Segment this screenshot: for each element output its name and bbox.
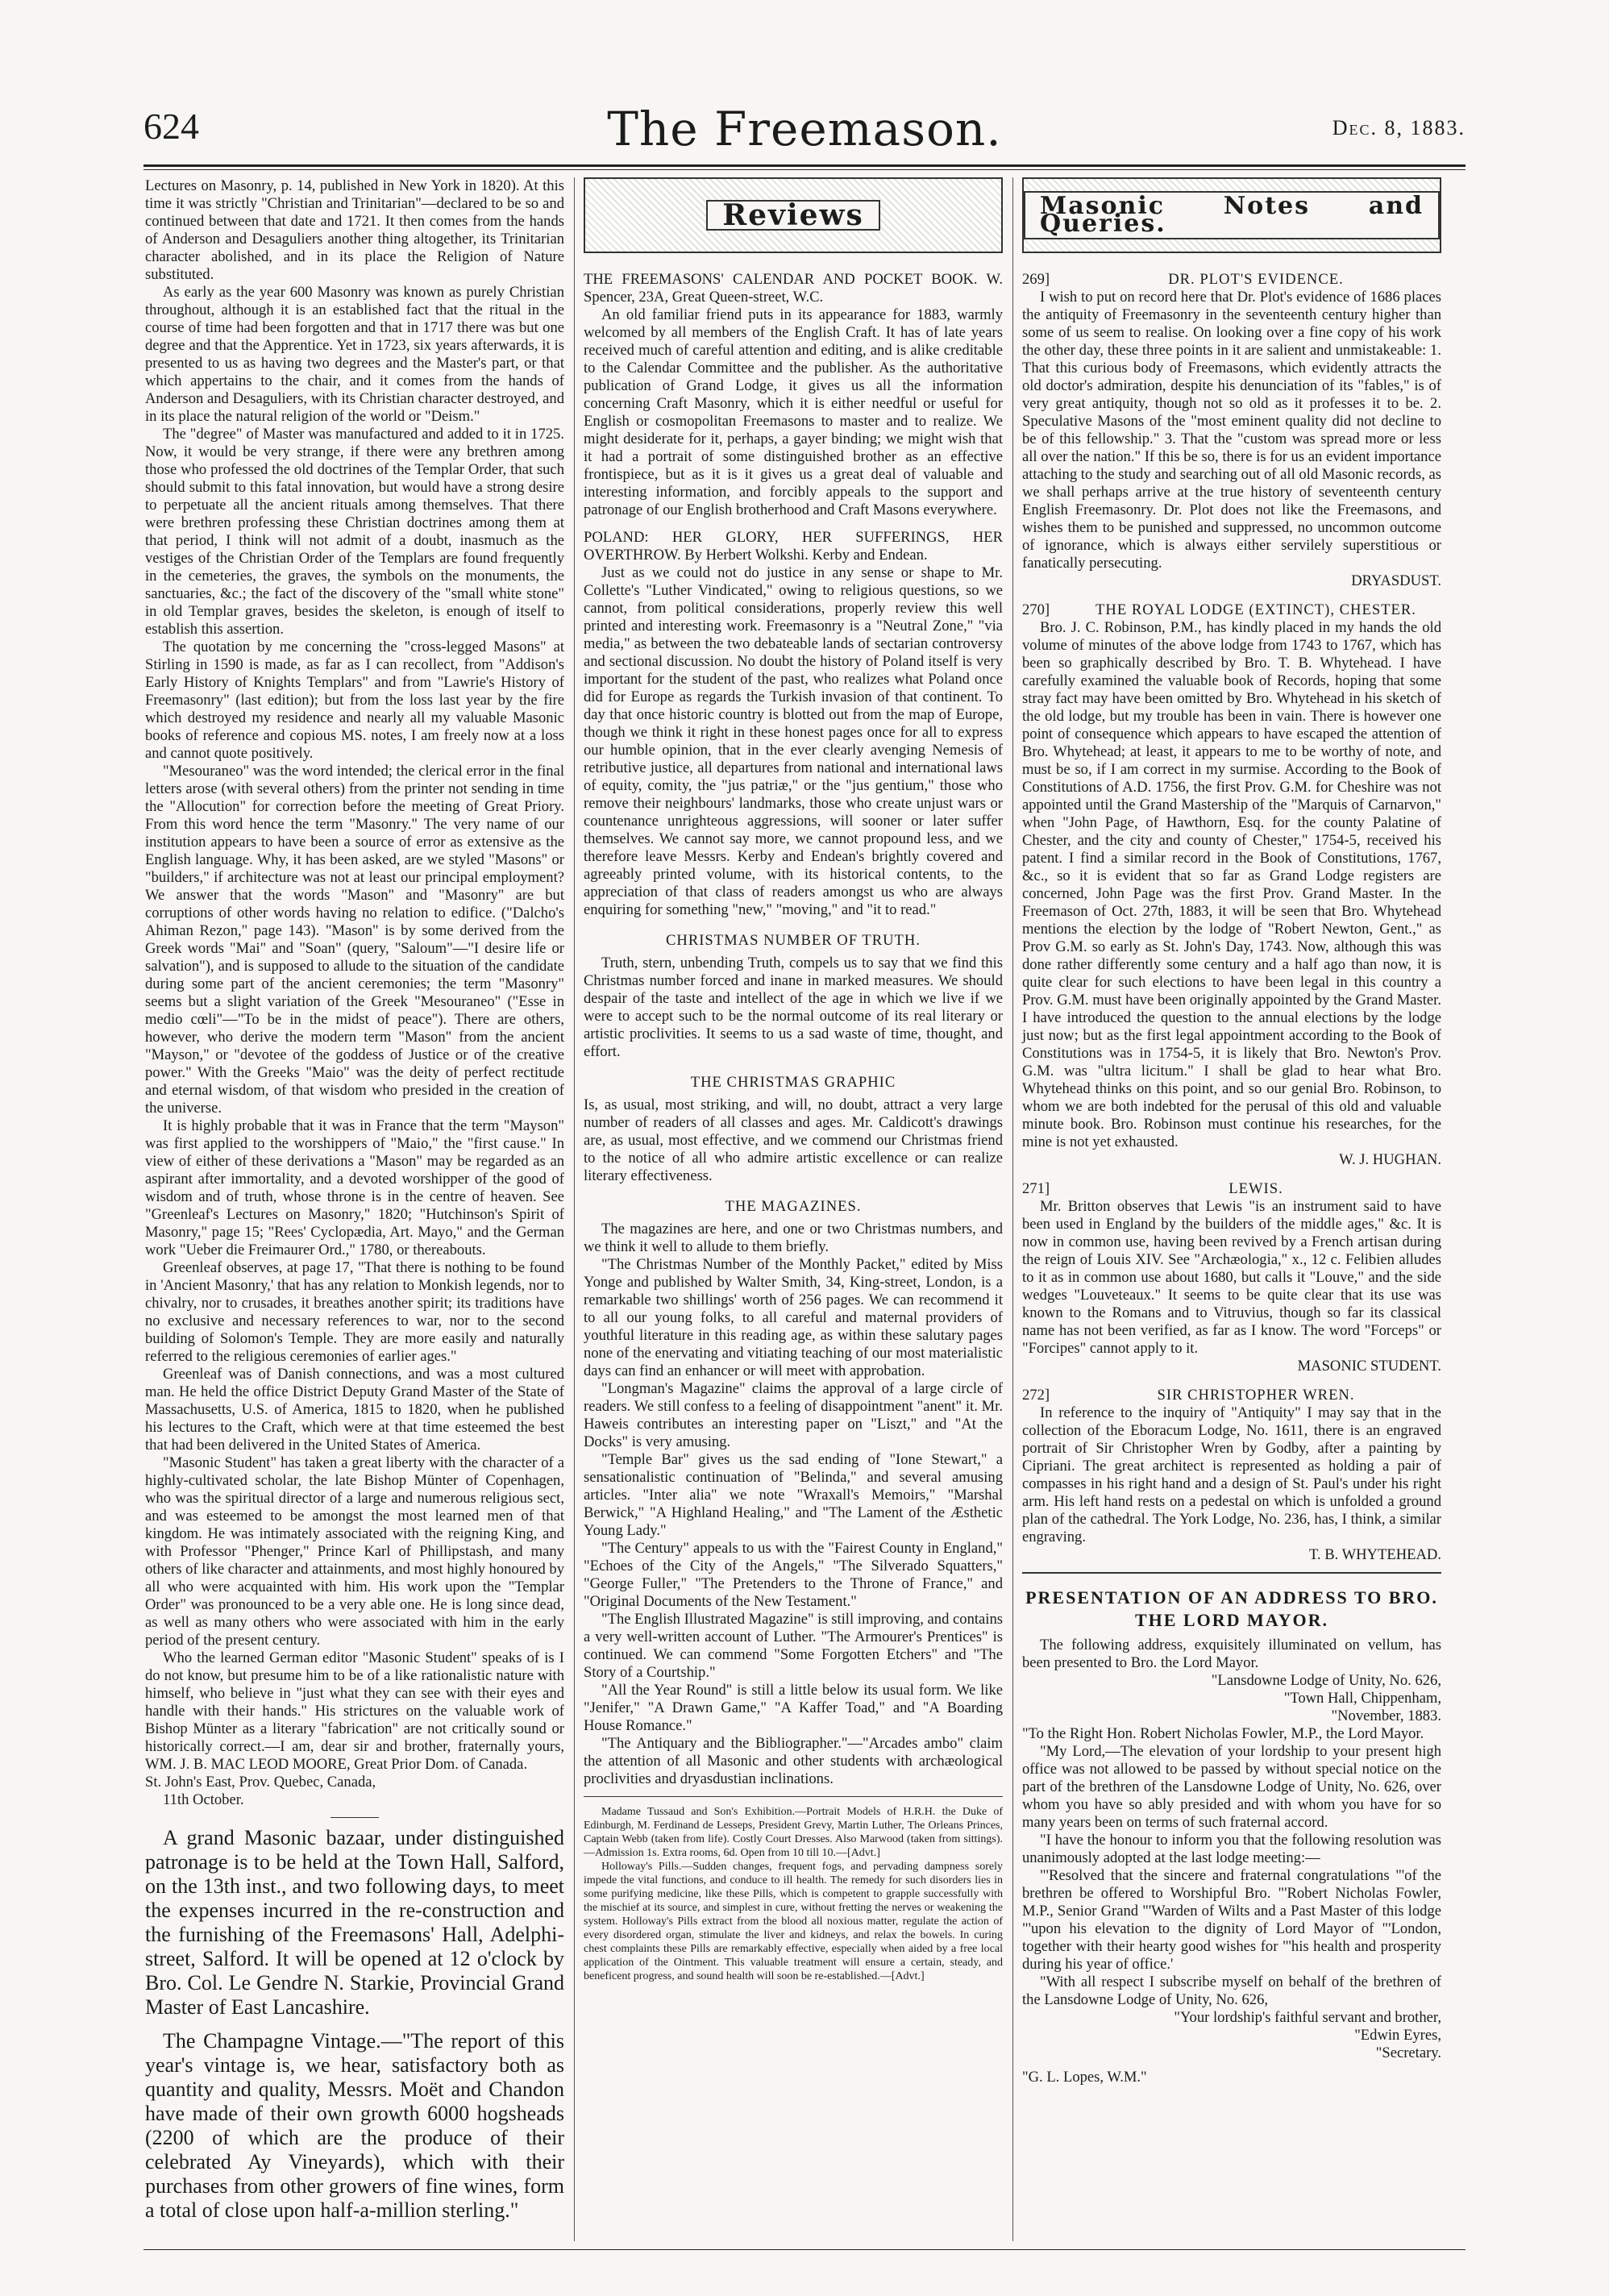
query-title: LEWIS.: [1229, 1180, 1283, 1197]
address-line: "G. L. Lopes, W.M.": [1022, 2069, 1147, 2086]
review-title-calendar: THE FREEMASONS' CALENDAR AND POCKET BOOK. W. Spencer, 23A, Great Queen-street, W.C.: [584, 271, 1003, 306]
review-text-truth: Truth, stern, unbending Truth, compels us to say that we find this Christmas number forced and inane in marked measures. We should despair of the taste and intellect of the age in which we live if we were to accept such to be the normal outcome of its real literary or artistic proclivities. It seems to us a sad waste of time, thought, and effort.: [584, 955, 1003, 1060]
bazaar-notice: A grand Masonic bazaar, under distinguished patronage is to be held at the Town Hall, Salford, on the 13th inst., and two following days, to meet the expenses incurred in the re-construction and the furnishing of the Freemasons' Hall, Adelphi-street, Salford. It will be opened at 12 o'clock by Bro. Col. Le Gendre N. Starkie, Provincial Grand Master of East Lancashire.: [145, 1826, 564, 2019]
query-title: THE ROYAL LODGE (EXTINCT), CHESTER.: [1096, 601, 1416, 618]
advert-holloway: Holloway's Pills.—Sudden changes, frequent fogs, and pervading dampness sorely impede the vital functions, and conduce to ill health. The remedy for such disorders lies in some purifying medicine, like these Pills, which is competent to grapple successfully with the mischief at its source, and simplest in cure, without fretting the nerves or weakening the system. Holloway's Pills extract from the blood all noxious matter, regulate the action of every disordered organ, stimulate the liver and kidneys, and relax the bowels. In curing chest complaints these Pills are remarkably effective, especially when aided by a free local application of the Ointment. This valuable treatment will ensure a certain, steady, and beneficent progress, and sound health will soon be re-established.—[Advt.]: [584, 1861, 1003, 1982]
address-line: "November, 1883.: [1331, 1707, 1441, 1724]
reviews-banner: [584, 177, 1003, 253]
header-rule-thin: [143, 169, 1466, 170]
column-rule-2: [1012, 177, 1013, 2241]
magazines-heading: THE MAGAZINES.: [725, 1198, 862, 1215]
address-line: "Your lordship's faithful servant and brother,: [1174, 2009, 1441, 2026]
header-rule: [143, 164, 1466, 167]
query-signature: W. J. HUGHAN.: [1339, 1151, 1441, 1168]
address-line: "I have the honour to inform you that the following resolution was unanimously adopted at the last lodge meeting:—: [1022, 1832, 1441, 1866]
review-text-calendar: An old familiar friend puts in its appearance for 1883, warmly welcomed by all members of the English Craft. It has of late years received much of careful attention and editing, and is alike creditable to the Calendar Committee and the publisher. As the authoritative publication of Grand Lodge, it gives us all the information concerning Craft Masonry, which it is either needful or useful for English or cosmopolitan Freemasons to master and to realize. We might desiderate for it, perhaps, a gayer binding; we might wish that it had a portrait of some distinguished brother as an effective frontispiece, but as it is it gives us a great deal of valuable and interesting information, and forcibly appeals to the support and patronage of our English brotherhood and Craft Masons everywhere.: [584, 306, 1003, 518]
address-line: "My Lord,—The elevation of your lordship to your present high office was not allowed to be passed by without special notice on the part of the brethren of the Lansdowne Lodge of Unity, No. 626, over whom you have so ably presided and with whom you have for so many years been on terms of such fraternal accord.: [1022, 1743, 1441, 1831]
address-line: "To the Right Hon. Robert Nicholas Fowler, M.P., the Lord Mayor.: [1022, 1725, 1424, 1742]
review-title-poland: POLAND: HER GLORY, HER SUFFERINGS, HER OVERTHROW. By Herbert Wolkshi. Kerby and Endean.: [584, 529, 1003, 564]
magazine-paragraph: "The Antiquary and the Bibliographer."—"Arcades ambo" claim the attention of all Masonic and other students with archæological proclivities and dryasdustian inclinations.: [584, 1735, 1003, 1787]
article-paragraph: The quotation by me concerning the "cross-legged Masons" at Stirling in 1590 is made, as far as I can recollect, from "Addison's Early History of Knights Templars" and from "Lawrie's History of Freemasonry" (last edition); but from the loss last year by the fire which destroyed my residence and nearly all my valuable Masonic books of reference and copious MS. notes, I am freely now at a loss and cannot quote positively.: [145, 638, 564, 762]
article-paragraph: Lectures on Masonry, p. 14, published in New York in 1820). At this time it was strictly "Christian and Trinitarian"—declared to be so and continued between that date and 1721. It then comes from the hands of Anderson and Desaguliers another thing altogether, its Trinitarian character abolished, and in its place the Religion of Nature substituted.: [145, 177, 564, 283]
signature-date: 11th October.: [163, 1791, 244, 1808]
query-text: Bro. J. C. Robinson, P.M., has kindly placed in my hands the old volume of minutes of the above lodge from 1743 to 1767, which has been so graphically described by Bro. T. B. Whytehead. I have carefully examined the valuable book of Records, hoping that some stray fact may have been omitted by Bro. Whytehead in his sketch of the old lodge, but my trouble has been in vain. There is however one point of consequence which appears to have escaped the attention of Bro. Whytehead; at least, it appears to me to be worthy of note, and must be so, if I am correct in my surmise. According to the Book of Constitutions of A.D. 1756, the first Prov. G.M. for Cheshire was not appointed until the Grand Mastership of the "Marquis of Carnarvon," when "John Page, of Hawthorn, Esq. for the county Palatine of Chester, and the city and county of Chester," 1754-5, received his patent. I find a similar record in the Book of Constitutions, 1767, &c., so it is evident that so far as Grand Lodge registers are concerned, John Page was the first Prov. Grand Master. In the Freemason of Oct. 27th, 1883, it will be seen that Bro. Whytehead mentions the election by the lodge of "Robert Newton, Gent.," as Prov G.M. so early as St. John's Day, 1743. Now, although this was done rather differently some century and a half ago than now, it is quite clear for such elections to have been legal in this country a Prov. G.M. must have been originally appointed by the Grand Master. I have introduced the question to the annual elections by the lodge just now; but as the first legal appointment according to the Book of Constitutions was in 1754-5, it is likely that Bro. Newton's Prov. G.M. was "ultra licitum." I shall be glad to hear what Bro. Whytehead thinks on this point, and so our genial Bro. Robinson, to whom we are both indebted for the perusal of this old and valuable minute book. Bro. Robinson must continue his researches, for the mine is not yet exhausted.: [1022, 619, 1441, 1150]
article-paragraph: "Mesouraneo" was the word intended; the clerical error in the final letters arose (with several others) from the printer not sending in time the "Allocution" for correction before the meeting of Great Priory. From this word hence the term "Masonry." The very name of our institution appears to have been a source of error as extensive as the English language. Why, it has been asked, are we styled "Masons" or "builders," if architecture was not at least our principal employment? We answer that the words "Mason" and "Masonry" are but corruptions of other words having no relation to edifice. ("Dalcho's Ahiman Rezon," page 143). "Mason" is by some derived from the Greek words "Mai" and "Soan" (query, "Saloum"—"I desire life or salvation"), and is supposed to allude to the situation of the candidate during some part of the ancient ceremonies; the term "Masonry" seems but a slight variation of the Greek "Mesouraneo" ("Esse in medio cœli"—"To be in the midst of peace"). There are others, however, who derive the modern term "Mason" from the ancient "Mayson," or "devotee of the goddess of Justice or of the creative power." With the Greeks "Maio" was the deity of perfect rectitude and eternal wisdom, of that wisdom who presided in the creation of the universe.: [145, 763, 564, 1117]
query-number: 271]: [1022, 1180, 1050, 1197]
column-rule-1: [574, 177, 575, 2241]
address-line: "With all respect I subscribe myself on behalf of the brethren of the Lansdowne Lodge of Unity, No. 626,: [1022, 1974, 1441, 2008]
advert-tussaud: Madame Tussaud and Son's Exhibition.—Portrait Models of H.R.H. the Duke of Edinburgh, M. Ferdinand de Lesseps, President Grevy, Martin Luther, The Orleans Princes, Captain Webb (taken from life). Costly Court Dresses. Also Marwood (taken from sittings).—Admission 1s. Extra rooms, 6d. Open from 10 till 10.—[Advt.]: [584, 1806, 1003, 1859]
query-signature: DRYASDUST.: [1351, 572, 1441, 589]
article-paragraph: As early as the year 600 Masonry was known as purely Christian throughout, although it is an established fact that the ritual in the course of time had been forgotten and that in 1717 there was but one degree and that the Apprentice. Yet in 1723, six years afterwards, it is presented to us as having two degrees and the Master's part, or that which appertains to the chair, and it comes from the hands of Anderson and Desaguliers, with its Christian character destroyed, and in its place the natural religion of the world or "Deism.": [145, 284, 564, 425]
article-paragraph: Greenleaf observes, at page 17, "That there is nothing to be found in 'Ancient Masonry,' that has any relation to Monkish legends, nor to chivalry, nor to crusades, it breathes another spirit; its traditions have no exclusive and necessary references to war, nor to the second building of Solomon's Temple. They are more easily and naturally referred to the religious ceremonies of earlier ages.": [145, 1259, 564, 1365]
query-signature: T. B. WHYTEHEAD.: [1308, 1546, 1441, 1563]
presentation-intro: The following address, exquisitely illuminated on vellum, has been presented to Bro. the Lord Mayor.: [1022, 1637, 1441, 1671]
address-line: "'Resolved that the sincere and fraternal congratulations "'of the brethren be offered to Worshipful Bro. "'Robert Nicholas Fowler, M.P., Senior Grand "'Warden of Wilts and a Past Master of this lodge "'upon his elevation to the dignity of Lord Mayor of "'London, together with their hearty good wishes for "'his health and prosperity during his year of office.': [1022, 1867, 1441, 1973]
query-heading-270: [1022, 601, 1441, 619]
magazine-paragraph: "Longman's Magazine" claims the approval of a large circle of readers. We still confess to a feeling of disappointment "anent" it. Mr. Haweis contributes an interesting paper on "Liszt," and "At the Docks" is very amusing.: [584, 1380, 1003, 1450]
notes-queries-banner: [1022, 177, 1441, 253]
query-text: I wish to put on record here that Dr. Plot's evidence of 1686 places the antiquity of Freemasonry in the seventeenth century higher than some of us seem to realise. On looking over a fine copy of his work the other day, these three points in it are salient and unmistakeable: 1. That this curious body of Freemasons, which evidently attracts the old doctor's admiration, despite his denunciation of its "fables," is of very great antiquity, though not so old as it professes it to be. 2. Speculative Masons of the "most eminent quality did not decline to be of this fellowship." 3. That the "custom was spread more or less all over the nation." If this be so, there is for us an evident importance attaching to the study and searching out of all old Masonic records, as we shall perhaps arrive at the true history of seventeenth century English Freemasonry. Dr. Plot does not like the Freemasons, and wishes them to be punished and suppressed, no uncommon outcome of ignorance, which is always either servilely superstitious or fanatically persecuting.: [1022, 289, 1441, 572]
query-number: 270]: [1022, 601, 1050, 618]
signature-place: St. John's East, Prov. Quebec, Canada,: [145, 1774, 376, 1791]
reviews-banner-title: Reviews: [706, 200, 880, 231]
column-1: [145, 177, 564, 2223]
query-signature: MASONIC STUDENT.: [1297, 1358, 1441, 1375]
address-line: "Edwin Eyres,: [1354, 2027, 1441, 2044]
review-text-graphic: Is, as usual, most striking, and will, no doubt, attract a very large number of readers of all classes and ages. Mr. Caldicott's drawings are, as usual, most effective, and we commend our Christmas friend to the notice of all who admire artistic excellence or can realize literary effectiveness.: [584, 1096, 1003, 1184]
magazine-paragraph: "Temple Bar" gives us the sad ending of "Ione Stewart," a sensationalistic continuation of "Belinda," and several amusing articles. "Inter alia" we note "Wraxall's Memoirs," "Marshal Berwick," "A Highland Healing," and "The Lament of the Æsthetic Young Lady.": [584, 1451, 1003, 1539]
address-line: "Secretary.: [1375, 2044, 1441, 2061]
query-text: In reference to the inquiry of "Antiquity" I may say that in the collection of the Eboracum Lodge, No. 1611, there is an engraved portrait of Sir Christopher Wren by Godby, after a painting by Cipriani. The great architect is represented as holding a pair of compasses in his right hand and a design of St. Paul's under his right arm. His left hand rests on a pedestal on which is unfolded a ground plan of the cathedral. The York Lodge, No. 236, has, I think, a similar engraving.: [1022, 1404, 1441, 1545]
review-title-graphic: THE CHRISTMAS GRAPHIC: [690, 1074, 896, 1091]
magazine-paragraph: "The Century" appeals to us with the "Fairest County in England," "Echoes of the City of the Angels," "The Silverado Squatters," "George Fuller," "The Pretenders to the Throne of France," and "Original Documents of the New Testament.": [584, 1540, 1003, 1610]
magazine-paragraph: "The English Illustrated Magazine" is still improving, and contains a very well-written account of Luther. "The Armourer's Prentices" is continued. We can commend "Some Forgotten Etchers" and "The Story of a Courtship.": [584, 1611, 1004, 1681]
notes-queries-banner-title: Masonic Notes and Queries.: [1024, 191, 1440, 239]
issue-date: Dec. 8, 1883.: [1332, 116, 1466, 139]
magazine-paragraph: "The Christmas Number of the Monthly Packet," edited by Miss Yonge and published by Walter Smith, 34, King-street, London, is a remarkable two shillings' worth of 256 pages. We can recommend it to all our young folks, to all careful and maternal providers of youthful literature in this reading age, as within these salutary pages none of the enervating and vitiating teaching of our most materialistic days can find an enhancer or will meet with approbation.: [584, 1256, 1003, 1379]
article-paragraph: "Masonic Student" has taken a great liberty with the character of a highly-cultivated scholar, the late Bishop Münter of Copenhagen, who was the spiritual director of a large and numerous religious sect, and was esteemed to be amongst the most learned men of that kingdom. He was intimately associated with the reigning King, and with Professor "Phenger," Prince Karl of Phillipstash, and many others of like character and attainments, and most highly honoured by all who were acquainted with him. His work upon the "Templar Order" was pronounced to be a very able one. He is long since dead, as well as many others who were associated with him in the early period of the present century.: [145, 1454, 564, 1649]
address-line: "Lansdowne Lodge of Unity, No. 626,: [1211, 1672, 1441, 1689]
query-title: DR. PLOT'S EVIDENCE.: [1168, 271, 1344, 288]
page-number: 624: [143, 106, 199, 147]
column-3: [1022, 177, 1441, 2086]
magazine-paragraph: "All the Year Round" is still a little below its usual form. We like "Jenifer," "A Drawn Game," "A Kaffer Toad," and "A Boarding House Romance.": [584, 1682, 1003, 1734]
query-text: Mr. Britton observes that Lewis "is an instrument said to have been used in England by the builders of the middle ages," &c. It is now in common use, having been revived by a French artisan during the reign of Louis XIV. See "Archæologia," x., 12 c. Felibien alludes to it as in common use about 1680, but calls it "Louve," and the side wedges "Louveteaux." It seems to be quite clear that its use was known to the Romans and to Vitruvius, though so far its classical name has not been verified, as far as I know. The word "Forceps" or "Forcipes" cannot apply to it.: [1022, 1198, 1441, 1357]
champagne-notice: The Champagne Vintage.—"The report of this year's vintage is, we hear, satisfactory both as quantity and quality, Messrs. Moët and Chandon have made of their own growth 6000 hogsheads (2200 of which are the produce of their celebrated Ay Vineyards), which with their purchases from other growers of fine wines, form a total of close upon half-a-million sterling.": [145, 2029, 564, 2222]
masthead-title: The Freemason.: [607, 102, 1002, 156]
presentation-heading: PRESENTATION OF AN ADDRESS TO BRO. THE LORD MAYOR.: [1025, 1587, 1438, 1630]
query-heading-272: [1022, 1387, 1441, 1404]
query-heading-269: [1022, 271, 1441, 289]
query-title: SIR CHRISTOPHER WREN.: [1157, 1387, 1355, 1404]
article-paragraph: Who the learned German editor "Masonic Student" speaks of is I do not know, but presume him to be of a like rationalistic nature with himself, who believe in "just what they can see with their eyes and handle with their hands." His strictures on the valuable work of Bishop Münter as a literary "fabrication" are not critically sound or historically correct.—I am, dear sir and brother, fraternally yours, WM. J. B. MAC LEOD MOORE, Great Prior Dom. of Canada.: [145, 1649, 564, 1773]
query-number: 272]: [1022, 1387, 1050, 1404]
query-heading-271: [1022, 1180, 1441, 1198]
address-line: "Town Hall, Chippenham,: [1283, 1690, 1441, 1707]
column-2: [584, 177, 1003, 1983]
magazine-paragraph: The magazines are here, and one or two Christmas numbers, and we think it well to allude to them briefly.: [584, 1221, 1003, 1255]
review-text-poland: Just as we could not do justice in any sense or shape to Mr. Collette's "Luther Vindicated," owing to religious questions, so we cannot, from political considerations, properly review this well printed and interesting work. Freemasonry is a "Neutral Zone," "via media," as between the two debateable lands of sectarian controversy and sectional discussion. No doubt the history of Poland itself is very important for the student of the past, who realizes what Poland once did for Europe as regards the Turkish invasion of that continent. To day that once historic country is blotted out from the map of Europe, though we think it right in these honest pages once for all to express our humble opinion, that in the ever clearly avenging Nemesis of retributive justice, all departures from national and international laws of equity, comity, the "jus patriæ," or the "jus gentium," those who remove their neighbours' landmarks, those who create unjust wars or countenance unrighteous aggressions, will sooner or later suffer themselves. We cannot say more, we cannot propound less, and we therefore leave Messrs. Kerby and Endean's brightly covered and agreeably printed volume, with its historical contents, to the appreciation of that class of readers amongst us who are always enquiring for something "new," "moving," and "it to read.": [584, 564, 1003, 918]
article-paragraph: Greenleaf was of Danish connections, and was a most cultured man. He held the office District Deputy Grand Master of the State of Massachusetts, U.S. of America, 1815 to 1820, when he published his lectures to the Craft, which were at that time esteemed the best that had been delivered in the United States of America.: [145, 1366, 564, 1454]
review-title-truth: CHRISTMAS NUMBER OF TRUTH.: [666, 932, 921, 949]
section-divider: [1022, 1572, 1441, 1574]
section-divider: [331, 1817, 379, 1818]
article-paragraph: It is highly probable that it was in France that the term "Mayson" was first applied to the worshippers of "Maio," the "first cause." In view of either of these derivations a "Mason" may be regarded as an aspirant after immortality, and a devoted worshipper of the good of wisdom and of truth, whose throne is in the centre of heaven. See "Greenleaf's Lectures on Masonry," 1820; "Hutchinson's Spirit of Masonry," page 15; "Rees' Cyclopædia, Art. Mayo," and the German work "Ueber die Freimaurer Ord.," 1780, or thereabouts.: [145, 1117, 564, 1258]
page-header: [143, 102, 1466, 161]
advert-divider: [584, 1796, 1003, 1797]
query-number: 269]: [1022, 271, 1050, 288]
footer-rule: [143, 2249, 1466, 2250]
article-paragraph: The "degree" of Master was manufactured and added to it in 1725. Now, it would be very strange, if there were any brethren among those who professed the old doctrines of the Templar Order, that such should submit to this fatal innovation, but would have a strong desire to perpetuate all the ancient rituals among themselves. That there were brethren professing these Christian doctrines among them at that period, I think will not admit of a doubt, inasmuch as the vestiges of the Christian Order of the Templars are found frequently in the cemeteries, the graves, the symbols on the monuments, the sanctuaries, &c.; the fact of the discovery of the "small white stone" in old Templar graves, besides the skeleton, is enough of itself to establish this assertion.: [145, 426, 564, 638]
